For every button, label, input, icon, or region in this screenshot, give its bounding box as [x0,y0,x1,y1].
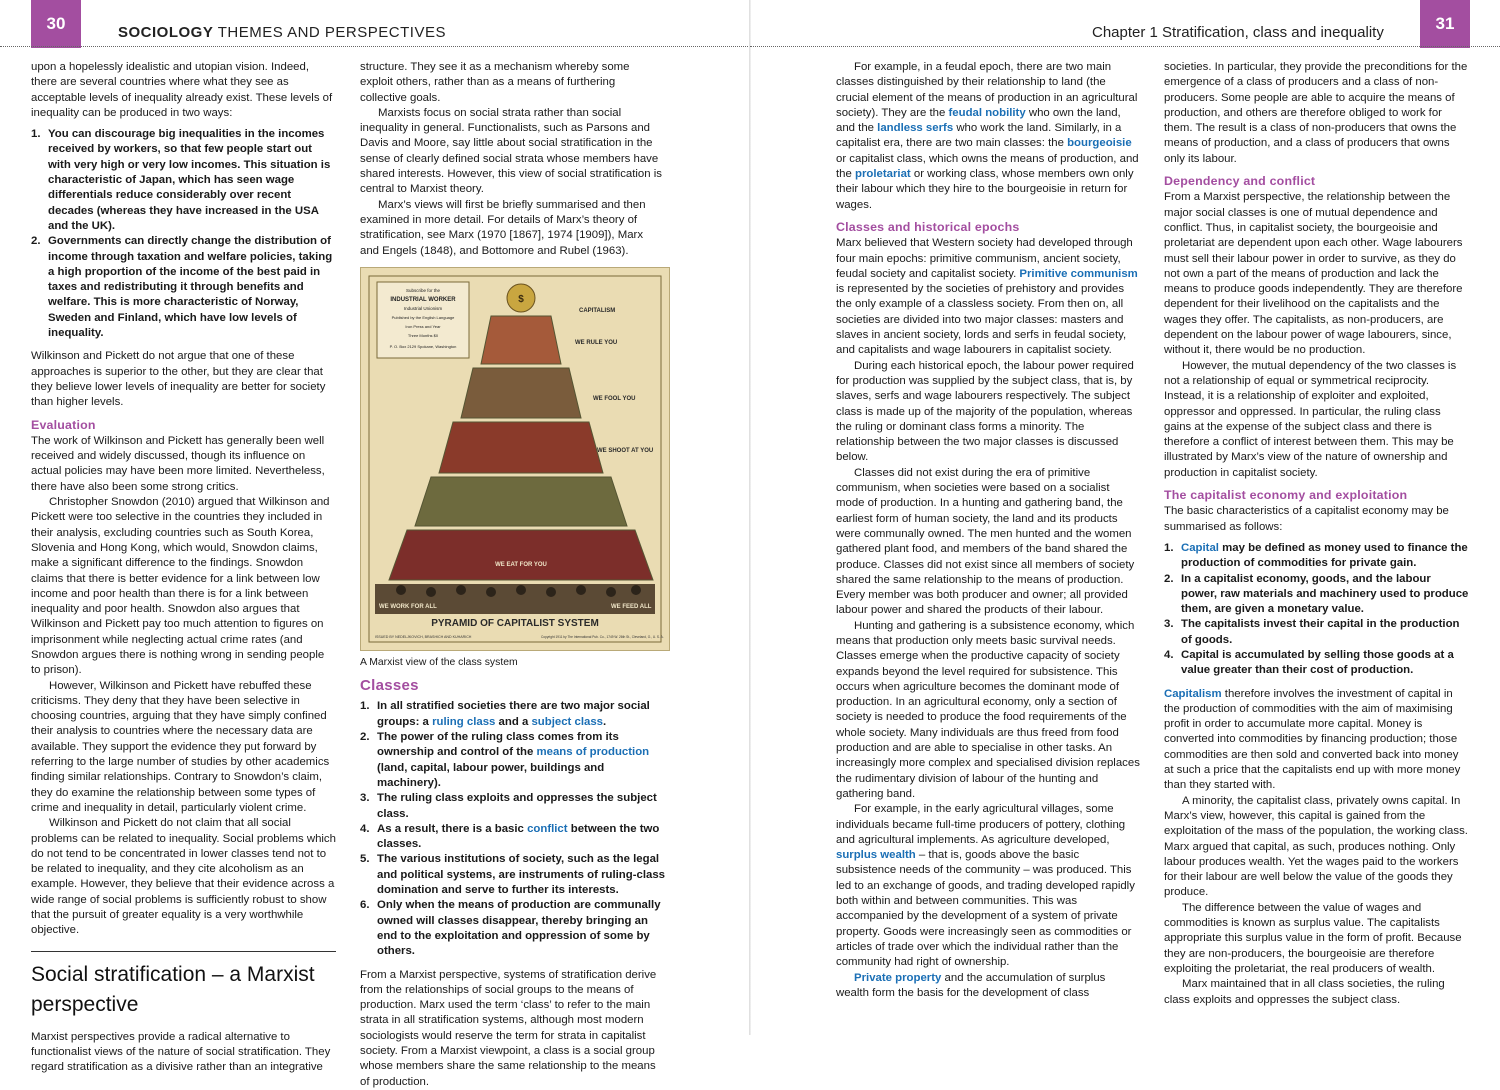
poster-box-line: Three Months $0 [407,332,439,338]
list-number: 3. [360,792,370,805]
keyword-link[interactable]: landless serfs [877,122,954,135]
list-text: (land, capital, labour power, buildings and machinery). [377,761,605,789]
list-item [360,699,665,730]
poster-box-line: Published by the English Language [391,314,455,320]
list-item [1164,617,1470,648]
page-number: 31 [1420,0,1470,48]
paragraph: The difference between the value of wages and commodities is known as surplus value. The capitalists appropriate this surplus value in the form of profit. Because they are non-producers, the bourgeoisie are therefore exploiting the proletariat, the real producers of wealth. [1164,901,1462,975]
bottom-left-label: WE WORK FOR ALL [379,603,437,610]
paragraph [836,236,1141,358]
paragraph: The basic characteristics of a capitalist economy may be summarised as follows: [1164,505,1449,533]
poster-footer-left: ISSUED BY NEDELJKOVICH, BRASHICH AND KUHARICH [375,634,472,639]
paragraph: upon a hopelessly idealistic and utopian vision. Indeed, there are several countries where what they see as acceptable levels of inequality already exist. These levels of inequality can be produced in two ways: [31,61,333,119]
list-item [360,898,665,959]
keyword-link[interactable]: means of production [536,746,650,759]
paragraph: Marx maintained that in all class societies, the ruling class exploits and oppresses the subject class. [1164,978,1445,1006]
paragraph [1164,687,1470,794]
keyword-link[interactable]: Capitalism [1164,687,1222,700]
list-text: The various institutions of society, such as the legal and political systems, are instruments of ruling-class domination and serve to further its interests. [377,853,666,897]
list-item [31,234,336,341]
tier-label: WE EAT FOR YOU [495,561,547,568]
header-rule [750,46,1500,47]
heading-capitalist-economy: The capitalist economy and exploitation [1164,488,1408,503]
keyword-link[interactable]: proletariat [855,168,911,181]
running-head [118,24,446,41]
column-3 [836,60,1141,1001]
text-run: who own the land, and the [836,106,1121,135]
section-heading: Social stratification – a Marxist perspective [31,951,336,1020]
column-2 [360,60,665,1090]
left-page [0,0,750,1088]
numbered-list [31,127,336,341]
list-number: 4. [360,822,370,835]
pyramid-illustration [361,268,669,650]
poster-box-line: P. O. Box 2129 Spokane, Washington [389,343,457,349]
list-text: Only when the means of production are communally owned will classes disappear, thereby bringing an end to the exploitation and oppression of some by others. [377,899,661,958]
paragraph: Christopher Snowdon (2010) argued that Wilkinson and Pickett were too selective in the countries they included in their analysis, excluding countries such as South Korea, Slovenia and Hong Kong, which would, Snowdon claims, make a significant difference to the findings. Snowdon claims that there is better evidence for a link between low income and poor health than there is for a link between inequality and poor health. Snowdon also argues that Wilkinson and Pickett pay too much attention to figures on imprisonment while neglecting actual crime rates (and Snowdon argues there is nothing wrong in sending people to prison). [31,496,330,677]
paragraph: The work of Wilkinson and Pickett has generally been well received and widely discussed, though its influence on actual policies may have been more limited. Nevertheless, there have also been some strong critics. [31,434,325,493]
poster-title: PYRAMID OF CAPITALIST SYSTEM [431,617,599,629]
keyword-link[interactable]: feudal nobility [948,106,1026,119]
paragraph: Marx’s views will first be briefly summarised and then examined in more detail. For details of Marx’s theory of stratification, see Marx (1970 [1867], 1974 [1909]), Marx and Engels (1848), and Bottomore and Rubel (1963). [360,198,646,257]
list-number: 1. [31,128,41,141]
paragraph: structure. They see it as a mechanism whereby some exploit others, rather than as a means of furthering collective goals. [360,61,630,104]
list-text: between the two classes. [377,822,660,851]
list-item [360,852,665,898]
list-item [1164,648,1470,679]
list-number: 4. [1164,648,1174,661]
svg-text:$: $ [518,293,524,305]
text-run: or working class, whose members own only their labour which they hire to the bourgeoisie in return for wages. [836,168,1134,211]
numbered-list [360,699,665,959]
list-number: 5. [360,853,370,866]
keyword-link[interactable]: Capital [1181,541,1219,554]
text-run: who work the land. Similarly, in a capitalist era, there are two main classes: the [836,122,1122,150]
paragraph: Wilkinson and Pickett do not argue that one of these approaches is superior to the other, but they are clear that they believe lower levels of inequality are better for society than higher levels. [31,350,326,409]
keyword-link[interactable]: bourgeoisie [1067,137,1132,150]
column-1 [31,60,336,1076]
header-rule [0,46,750,47]
list-text: and a [495,715,532,728]
bottom-right-label: WE FEED ALL [611,603,652,610]
list-item [31,127,336,234]
list-text: The power of the ruling class comes from its ownership and control of the [377,731,619,759]
list-item [360,730,665,791]
numbered-list [1164,541,1470,679]
poster-box-line: Iron Press and Year [405,323,441,329]
text-run: is represented by the societies of prehistory and provides the only example of a classless society. From then on, all societies are divided into two major classes: masters and slaves in ancient society, lords and serfs in feudal society, and capitalists and wage labourers in capitalist society. [836,283,1127,357]
heading-classes: Classes [360,677,419,695]
list-number: 1. [360,700,370,713]
tier-label: CAPITALISM [579,307,616,314]
text-run: For example, in a feudal epoch, there are two main classes distinguished by their relationship to land (the crucial element of the means of production in an agricultural society). They are the [836,61,1138,119]
paragraph [836,971,1141,1002]
keyword-link[interactable]: subject class [531,715,604,728]
heading-dependency: Dependency and conflict [1164,174,1316,189]
paragraph: Marxist perspectives provide a radical alternative to functionalist views of the nature of social stratification. They regard stratification as a divisive rather than an integrative [31,1030,331,1074]
paragraph: During each historical epoch, the labour power required for production was supplied by the subject class, that is, by slaves, serfs and wage labourers respectively. The subject class is made up of the majority of the population, whereas the ruling or dominant class forms a minority. The relationship between the two major classes is discussed below. [836,359,1134,464]
poster-box-line: INDUSTRIAL WORKER [390,296,456,303]
paragraph: However, Wilkinson and Pickett have rebuffed these criticisms. They deny that they have been selective in choosing countries, arguing that they have simply confined their analysis to countries where the necessary data are available. They support the evidence they put forward by referring to the large number of studies by other academics finding similar relationships. Contrary to Snowdon’s claim, they do examine the relationship between some types of crime and inequality in detail, particularly violent crime. [31,679,330,814]
text-run: and the accumulation of surplus wealth form the basis for the development of class [836,971,1106,999]
list-text: In a capitalist economy, goods, and the labour power, raw materials and machinery used to produce them, are given a monetary value. [1181,572,1469,616]
paragraph: Wilkinson and Pickett do not claim that all social problems can be related to inequality. Social problems which do not tend to be concentrated in lower classes tend not to be related to inequality, and they cite alcoholism as an example. However, they believe that their evidence across a wide range of social problems is sufficiently robust to show that the pursuit of greater equality is a very worthwhile objective. [31,817,336,937]
list-item [1164,541,1470,572]
list-text: The ruling class exploits and oppresses the subject class. [377,792,657,820]
list-item [360,791,665,822]
pyramid-poster-image [360,267,670,651]
text-run: or capitalist class, which owns the means of production, and the [836,152,1139,181]
tier-label: WE SHOOT AT YOU [597,447,654,454]
text-run: – that is, goods above the basic subsistence needs of the community – was produced. This led to an exchange of goods, and trading developed rapidly both within and between communities. This was accompanied by the development of a system of private property. Goods were increasingly seen as commodities or articles of trade over which the individual rather than the community had right of ownership. [836,849,1135,969]
running-head: Chapter 1 Stratification, class and inequality [1092,24,1384,41]
list-text: . [603,715,607,728]
list-number: 2. [1164,572,1174,585]
text-run: therefore involves the investment of capital in the production of commodities with the aim of maximising profit in order to accumulate more capital. Money is converted into commodities by financing production; those commodities are then sold and converted back into money at such a price that the capitalists end up with more money than they started with. [1164,687,1461,792]
poster-footer-right: Copyright 1911 by The International Pub. Co., 1749 W. 26th St., Cleveland, O., U. S. A. [541,634,664,639]
page-number: 30 [31,0,81,48]
list-number: 6. [360,899,370,912]
text-run: For example, in the early agricultural villages, some individuals became full-time producers of pottery, clothing and agricultural implements. As agriculture developed, [836,803,1126,846]
right-page [750,0,1500,1035]
text-run: Marx believed that Western society had developed through four main epochs: primitive communism, ancient society, feudal society and capitalist society. [836,237,1133,280]
tier-label: WE FOOL YOU [593,395,636,402]
list-number: 3. [1164,618,1174,631]
list-item [1164,572,1470,618]
list-text: You can discourage big inequalities in the incomes received by workers, so that few people start out with very high or very low incomes. This situation is characteristic of Japan, which has seen wage differentials reduce considerably over recent decades (whereas they have increased in the USA and the UK). [48,128,331,232]
keyword-link[interactable]: surplus wealth [836,849,916,862]
paragraph: From a Marxist perspective, systems of stratification derive from the relationships of social groups to the means of production. Marx used the term ‘class’ to refer to the main strata in all stratification systems, although most modern sociologists would reserve the term for strata in capitalist society. From a Marxist viewpoint, a class is a social group whose members share the same relationship to the means of production. [360,968,657,1088]
paragraph [836,802,1141,970]
paragraph: Classes did not exist during the era of primitive communism, when societies were based on a socialist mode of production. In a hunting and gathering band, the earliest form of human society, the land and its products were communally owned. The men hunted and the women gathered plant food, and members of the band shared the produce. Classes did not exist since all members of society shared the same relationship to the means of production. Every member was both producer and owner; all provided labour power and shared the products of their labour. [836,466,1135,617]
list-text: In all stratified societies there are two major social groups: a [377,700,650,728]
figure-caption: A Marxist view of the class system [360,656,518,668]
list-text: The capitalists invest their capital in the production of goods. [1181,618,1460,646]
paragraph: Hunting and gathering is a subsistence economy, which means that production only meets basic survival needs. Classes emerge when the productive capacity of society expands beyond the level required for subsistence. This occurs when agriculture becomes the dominant mode of production. In an agricultural economy, only a section of society is needed to produce the food requirements of the whole society. Many individuals are thus freed from food production and are able to specialise in other tasks. An increasingly more complex and specialised division replaces the rudimentary division of labour of the hunting and gathering band. [836,619,1140,800]
list-number: 1. [1164,541,1174,554]
paragraph [836,60,1141,213]
poster-box-line: Industrial Unionism [403,305,443,311]
paragraph: From a Marxist perspective, the relationship between the major social classes is one of mutual dependence and conflict. Thus, in capitalist society, the bourgeoisie and proletariat are dependent upon each other. Wage labourers must sell their labour power in order to survive, as they do not own a part of the means of production and lack the means to produce goods independently. They are therefore dependent for their livelihood on the capitalists and the wages they offer. The capitalists, as non-producers, are dependent on the labour power of wage labourers, since, without it, there would be no production. [1164,191,1463,357]
keyword-link[interactable]: Private property [854,971,942,984]
paragraph: However, the mutual dependency of the two classes is not a relationship of equal or symmetrical reciprocity. Instead, it is a relationship of exploiter and exploited, oppressor and oppressed. In particular, the ruling class gains at the expense of the subject class and there is therefore a conflict of interest between them. This may be illustrated by Marx’s view of the nature of ownership and production in capitalist society. [1164,359,1457,479]
list-text: Governments can directly change the distribution of income through taxation and welfare policies, taking a high proportion of the income of the best paid in taxes and redistributing it through benefits and welfare. This is more characteristic of Norway, Sweden and Finland, which have low levels of inequality. [48,235,333,340]
paragraph: Marxists focus on social strata rather than social inequality in general. Functionalists, such as Parsons and Davis and Moore, say little about social stratification in the sense of clearly defined social strata whose members have shared interests. However, this view of social stratification is central to Marxist theory. [360,106,662,196]
list-text: As a result, there is a basic [377,822,528,835]
list-item [360,822,665,853]
running-head-rest: THEMES AND PERSPECTIVES [213,24,446,41]
heading-evaluation: Evaluation [31,417,96,432]
keyword-link[interactable]: ruling class [432,715,496,728]
keyword-link[interactable]: Primitive communism [1019,267,1138,280]
list-number: 2. [31,235,41,248]
list-number: 2. [360,731,370,744]
heading-epochs: Classes and historical epochs [836,219,1020,234]
poster-box-line: Subscribe for the [405,287,441,293]
list-text: Capital is accumulated by selling those goods at a value greater than their cost of production. [1181,648,1454,677]
running-head-bold: SOCIOLOGY [118,24,214,41]
list-text: may be defined as money used to finance the production of commodities for private gain. [1181,541,1468,570]
keyword-link[interactable]: conflict [527,822,568,835]
tier-label: WE RULE YOU [575,339,618,346]
column-4 [1164,60,1470,1008]
paragraph: societies. In particular, they provide the preconditions for the emergence of a class of producers and a class of non-producers. Some people are able to acquire the means of production, and others are therefore obliged to work for them. The result is a class of non-producers that owns the means of production, and a class of producers that owns only its labour. [1164,61,1468,165]
paragraph: A minority, the capitalist class, privately owns capital. In Marx’s view, however, this capital is gained from the exploitation of the mass of the population, the working class. Marx argued that capital, as such, produces nothing. Only labour produces wealth. Yet the wages paid to the workers for their labour are well below the value of the goods they produce. [1164,794,1468,899]
